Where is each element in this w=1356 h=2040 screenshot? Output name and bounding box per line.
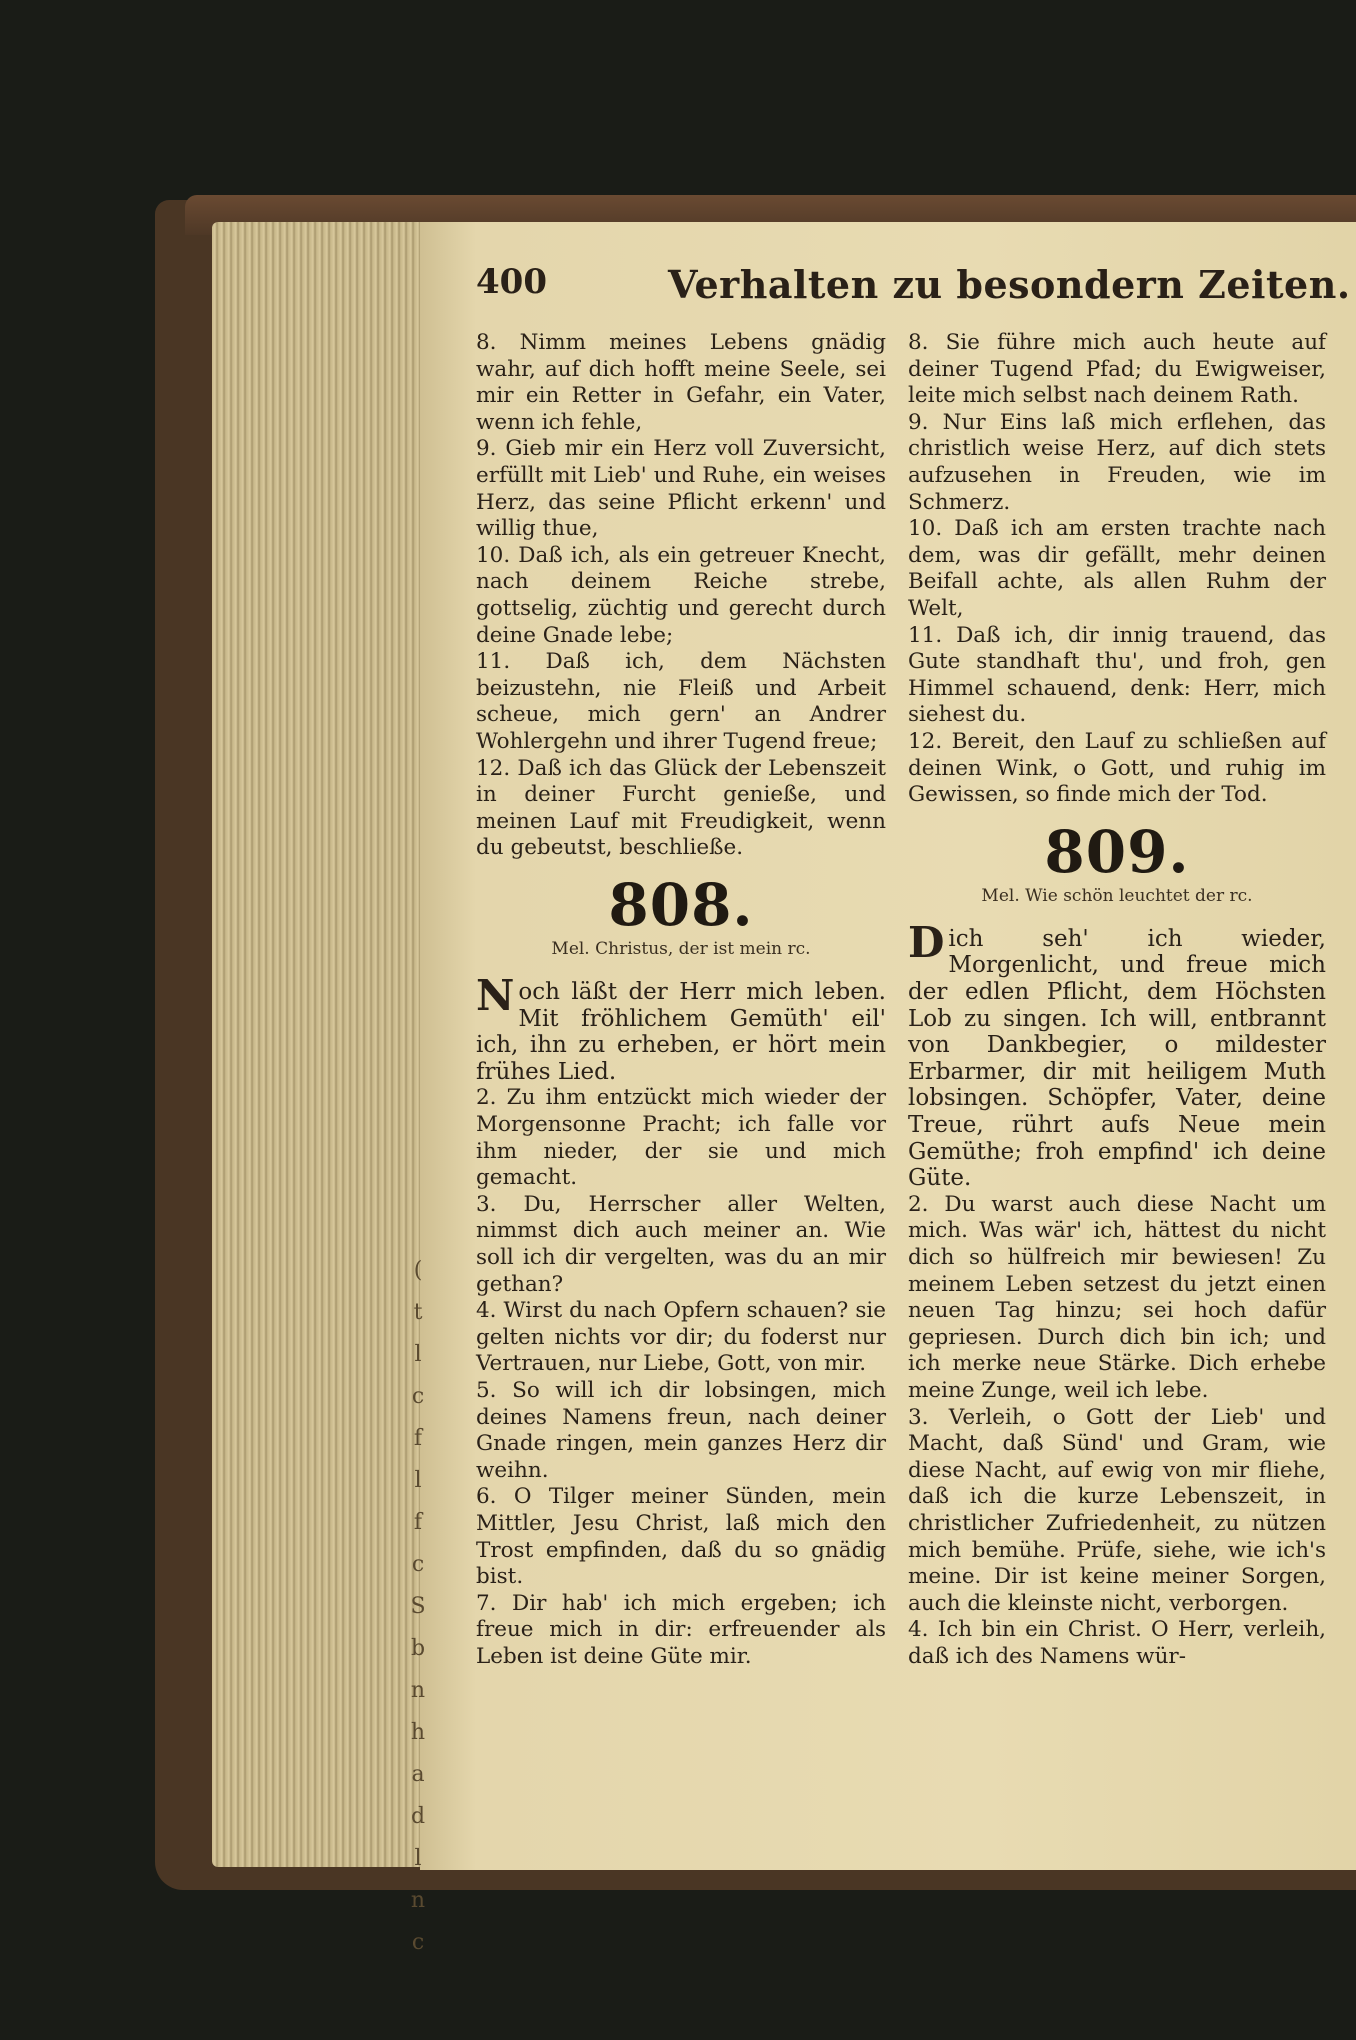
stanza: 10. Daß ich am ersten trachte nach dem, was dir gefällt, mehr deinen Beifall achte, als allen Ruhm der Welt, [908,516,1326,621]
margin-mark: h [410,1720,426,1745]
stanza: 4. Ich bin ein Christ. O Herr, verleih, daß ich des Namens wür- [908,1617,1326,1669]
stanza: 12. Bereit, den Lauf zu schließen auf deinen Wink, o Gott, und ruhig im Gewissen, so finde mich der Tod. [908,728,1326,808]
hymn-808-first-stanza [476,971,886,1085]
stanza: 10. Daß ich, als ein getreuer Knecht, nach deinem Reiche strebe, gottselig, züchtig und gerecht durch deine Gnade lebe; [476,542,886,648]
margin-mark: c [411,1552,425,1577]
stanza: 7. Dir hab' ich mich ergeben; ich freue mich in dir: erfreuender als Leben ist deine Güte mir. [476,1590,886,1669]
stanza: 2. Du warst auch diese Nacht um mich. Was wär' ich, hättest du nicht dich so hülfreich mir bewiesen! Zu meinem Leben setzest du jetzt einen neuen Tag hinzu; sei hoch dafür gepriesen. Durch dich bin ich; und ich merke neue Stärke. Dich erhebe meine Zunge, weil ich lebe. [908,1191,1326,1403]
stanza: 8. Sie führe mich auch heute auf deiner Tugend Pfad; du Ewigweiser, leite mich selbst nach deinem Rath. [908,330,1326,409]
stanza: 9. Nur Eins laß mich erflehen, das christlich weise Herz, auf dich stets aufzusehen in Freuden, wie im Schmerz. [908,409,1326,515]
right-stanzas-top [908,330,1326,809]
margin-mark: n [410,1888,426,1913]
page-stack-edge [212,222,432,1867]
page-number: 400 [476,262,547,302]
margin-mark: d [410,1804,426,1829]
melody-line-809: Mel. Wie schön leuchtet der rc. [981,886,1253,907]
stanza: 4. Wirst du nach Opfern schauen? sie gelten nichts vor dir; du foderst nur Vertrauen, nur Liebe, Gott, von mir. [476,1298,886,1377]
hymn-number-809: 809. [1044,817,1190,886]
previous-page-margin-marks [406,1250,430,1955]
dropcap-809: D [908,917,945,967]
margin-mark: a [411,1762,425,1787]
margin-mark: l [414,1342,422,1367]
right-column [908,330,1326,1671]
running-title: Verhalten zu besondern Zeiten. [668,262,1351,307]
left-stanzas-top [476,330,886,862]
stanza: 9. Gieb mir ein Herz voll Zuversicht, erfüllt mit Lieb' und Ruhe, ein weises Herz, das seine Pflicht erkenn' und willig thue, [476,436,886,542]
left-column [476,330,886,1671]
margin-mark: t [413,1300,423,1325]
melody-line-808: Mel. Christus, der ist mein rc. [551,939,811,960]
margin-mark: S [410,1594,426,1619]
page-header [476,262,1351,312]
hymn-809-first-stanza [908,917,1326,1192]
margin-mark: f [413,1426,423,1451]
margin-mark: b [410,1636,426,1661]
stanza: 11. Daß ich, dir innig trauend, das Gute standhaft thu', und froh, gen Himmel schauend, denk: Herr, mich siehest du. [908,622,1326,728]
hymn-809-first-text: ich seh' ich wieder, Morgenlicht, und freue mich der edlen Pflicht, dem Höchsten Lob zu singen. Ich will, entbrannt von Dankbegier, o mildester Erbarmer, dir mit heiligem Muth lobsingen. Schöpfer, Vater, deine Treue, rührt aufs Neue mein Gemüthe; froh empfind' ich deine Güte. [908,925,1326,1192]
left-hymn-stanzas [476,1085,886,1670]
right-hymn-stanzas [908,1192,1326,1671]
stanza: 6. O Tilger meiner Sünden, mein Mittler, Jesu Christ, laß mich den Trost empfinden, daß du so gnädig bist. [476,1484,886,1590]
stanza: 8. Nimm meines Lebens gnädig wahr, auf dich hofft meine Seele, sei mir ein Retter in Gefahr, ein Vater, wenn ich fehle, [476,330,886,435]
hymn-808-first-text: och läßt der Herr mich leben. Mit fröhlichem Gemüth' eil' ich, ihn zu erheben, er hört mein frühes Lied. [476,979,886,1085]
margin-mark: c [411,1930,425,1955]
stanza: 5. So will ich dir lobsingen, mich deines Namens freun, nach deiner Gnade ringen, mein ganzes Herz dir weihn. [476,1377,886,1483]
stanza: 3. Du, Herrscher aller Welten, nimmst dich auch meiner an. Wie soll ich dir vergelten, was du an mir gethan? [476,1191,886,1297]
margin-mark: f [413,1510,423,1535]
stanza: 11. Daß ich, dem Nächsten beizustehn, nie Fleiß und Arbeit scheue, mich gern' an Andrer Wohlergehn und ihrer Tugend freue; [476,649,886,754]
stanza: 3. Verleih, o Gott der Lieb' und Macht, daß Sünd' und Gram, wie diese Nacht, auf ewig von mir fliehe, daß ich die kurze Lebenszeit, in christlicher Zufriedenheit, zu nützen mich bemühe. Prüfe, siehe, wie ich's meine. Dir ist keine meiner Sorgen, auch die kleinste nicht, verborgen. [908,1404,1326,1616]
margin-mark: l [414,1468,422,1493]
hymn-number-808: 808. [608,870,754,939]
margin-mark: c [411,1384,425,1409]
margin-mark: n [410,1678,426,1703]
margin-mark: ( [413,1258,423,1283]
stanza: 2. Zu ihm entzückt mich wieder der Morgensonne Pracht; ich falle vor ihm nieder, der sie und mich gemacht. [476,1085,886,1191]
margin-mark: l [414,1846,422,1871]
dropcap-808: N [476,971,515,1021]
stanza: 12. Daß ich das Glück der Lebenszeit in deiner Furcht genieße, und meinen Lauf mit Freudigkeit, wenn du gebeutst, beschließe. [476,755,886,861]
